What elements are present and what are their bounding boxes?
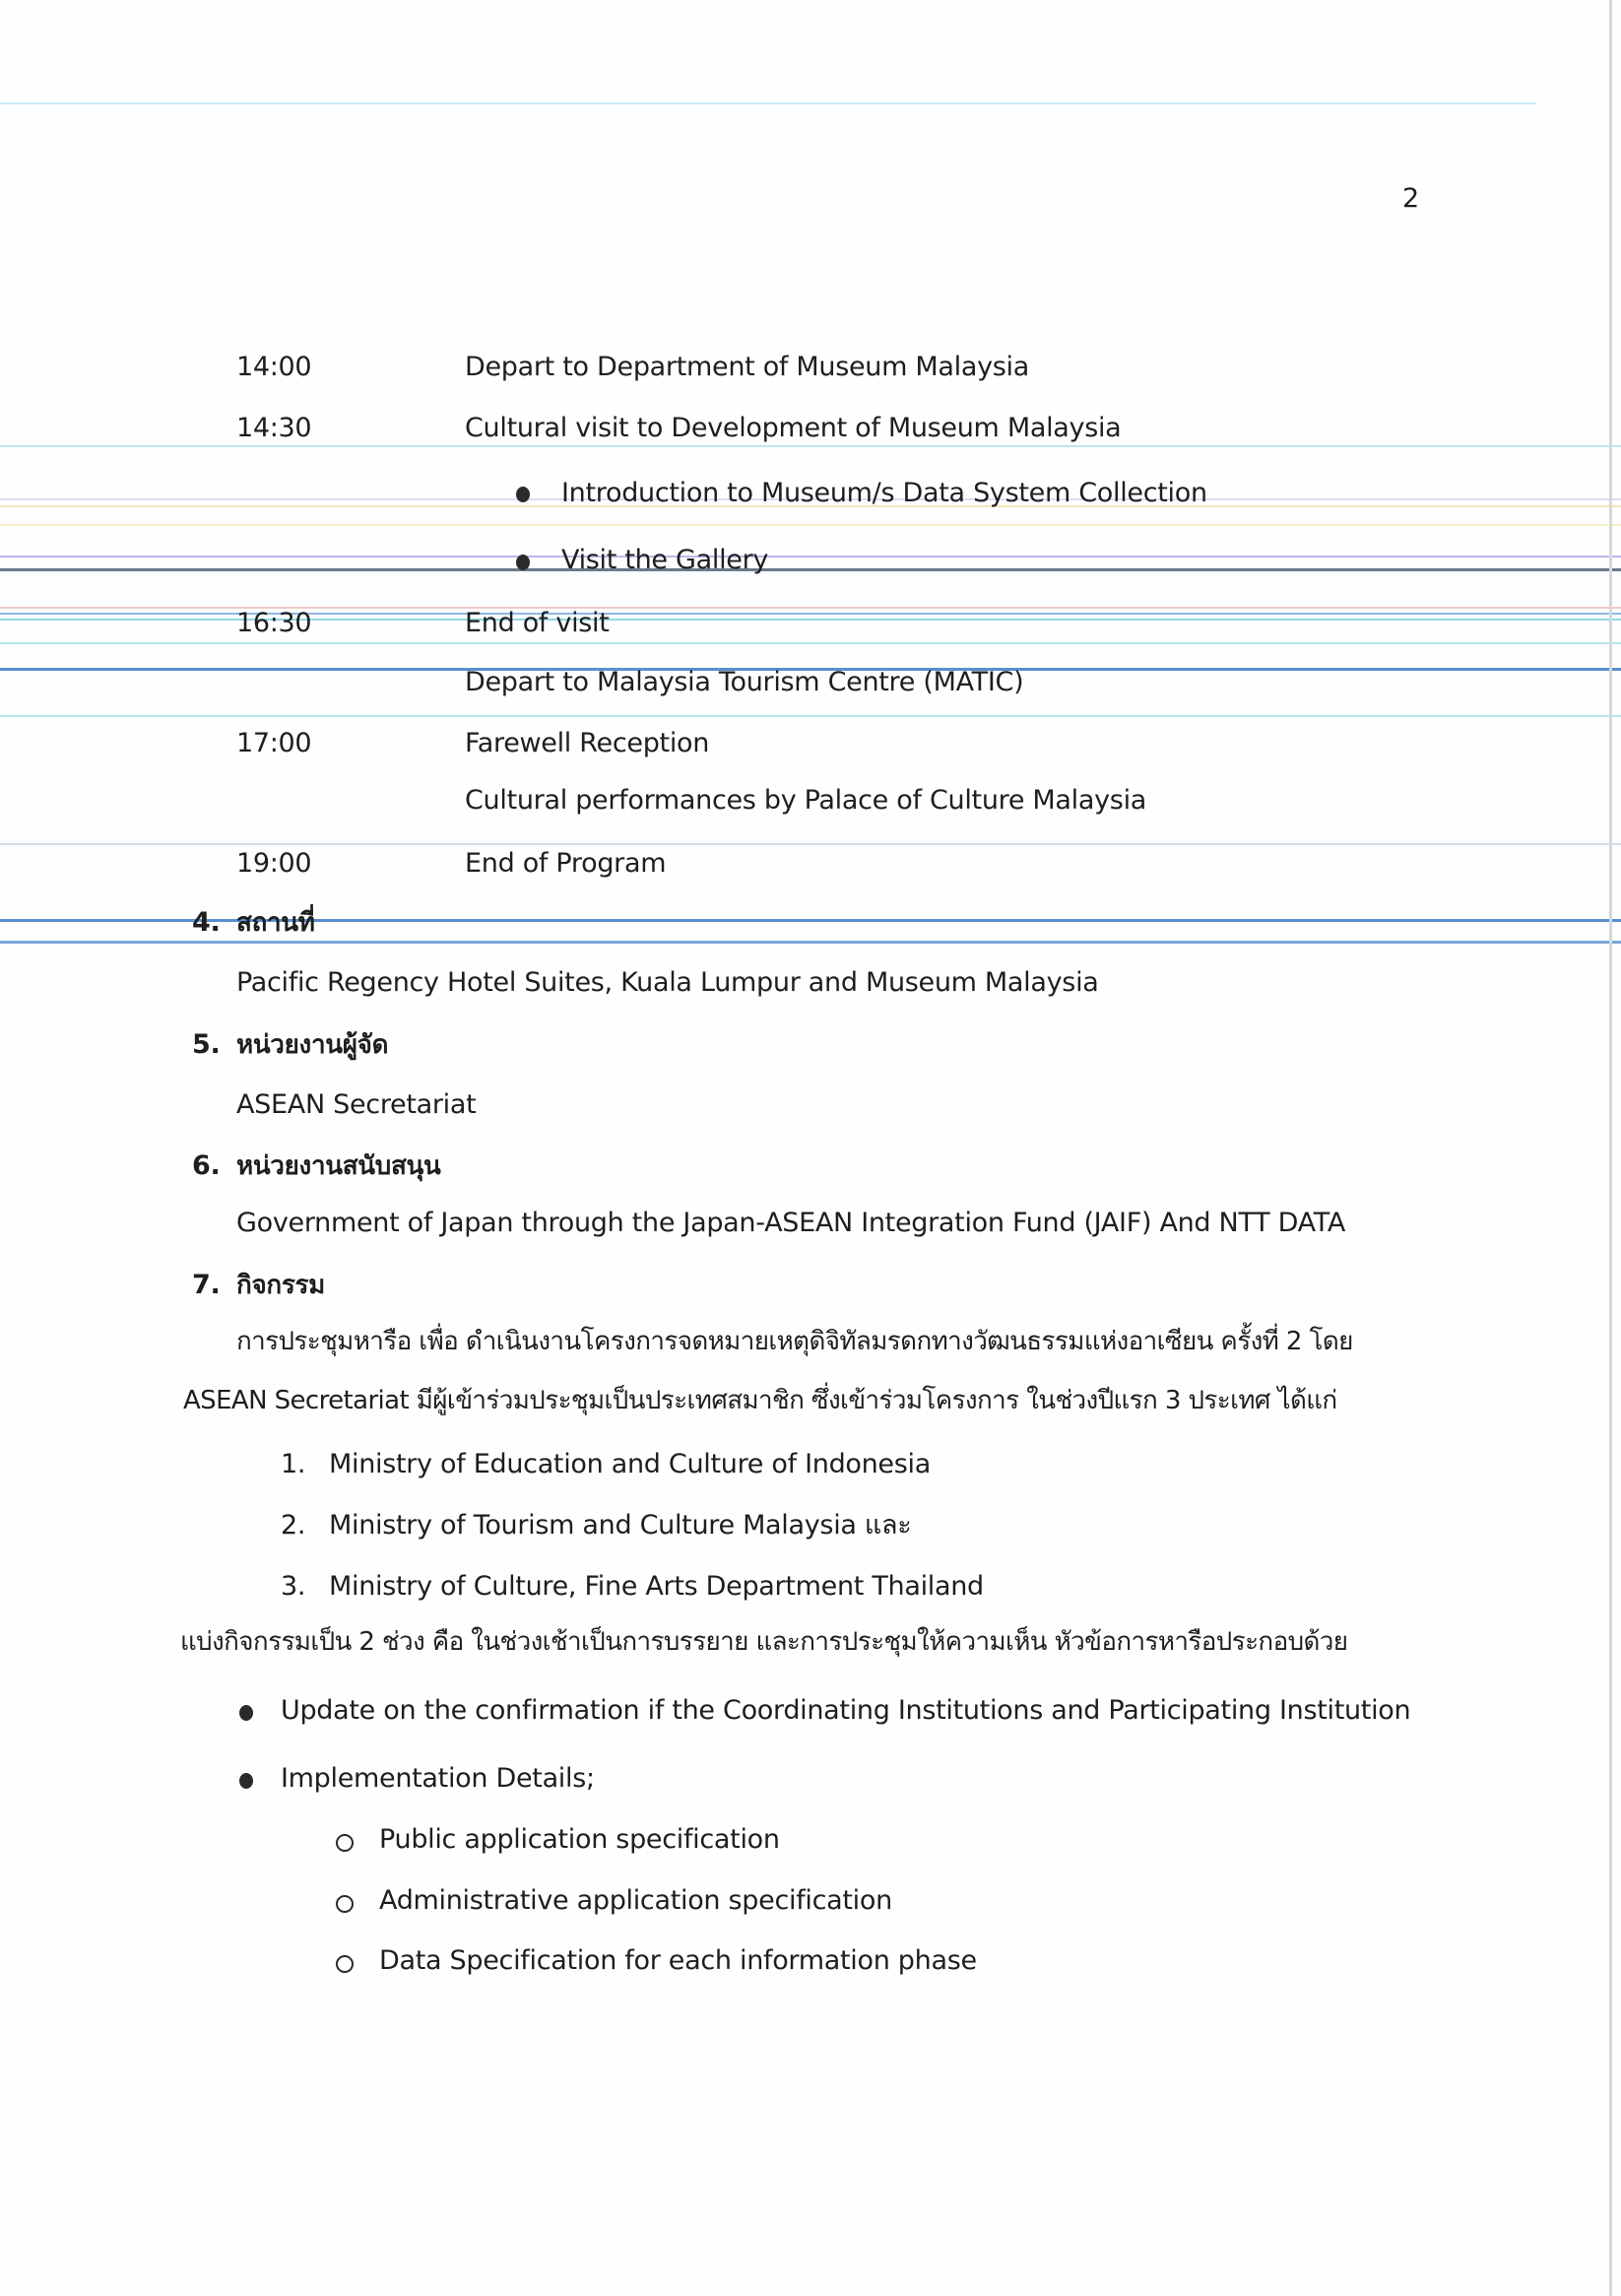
bullet-icon [516, 487, 530, 502]
activity-paragraph: ASEAN Secretariat มีผู้เข้าร่วมประชุมเป็นประเทศสมาชิก ซึ่งเข้าร่วมโครงการ ในช่วงปีแรก 3 ประเทศ ได้แก่ [183, 1386, 1337, 1415]
scan-line [0, 102, 1536, 104]
scan-line [0, 941, 1621, 944]
participant-number: 3. [281, 1571, 306, 1602]
schedule-time: 16:30 [236, 608, 312, 638]
participant-number: 2. [281, 1510, 306, 1541]
schedule-description: Depart to Malaysia Tourism Centre (MATIC) [465, 667, 1024, 697]
scan-line [0, 843, 1621, 845]
schedule-time: 17:00 [236, 728, 312, 758]
section-heading: สถานที่ [236, 908, 315, 938]
implementation-item: Public application specification [379, 1824, 780, 1855]
scan-line [0, 556, 1621, 558]
participant-item: Ministry of Culture, Fine Arts Department Thailand [329, 1571, 984, 1602]
participant-item: Ministry of Education and Culture of Indonesia [329, 1449, 931, 1479]
visit-bullet: Visit the Gallery [561, 545, 769, 575]
schedule-description: End of visit [465, 608, 610, 638]
activity-paragraph: การประชุมหารือ เพื่อ ดำเนินงานโครงการจดหมายเหตุดิจิทัลมรดกทางวัฒนธรรมแห่งอาเซียน ครั้งที่ 2 โดย [236, 1327, 1353, 1356]
page-number: 2 [1402, 183, 1420, 214]
schedule-description: Cultural performances by Palace of Culture Malaysia [465, 785, 1147, 816]
participant-item: Ministry of Tourism and Culture Malaysia และ [329, 1510, 912, 1541]
activity-summary: แบ่งกิจกรรมเป็น 2 ช่วง คือ ในช่วงเช้าเป็นการบรรยาย และการประชุมให้ความเห็น หัวข้อการหารือประกอบด้วย [180, 1627, 1348, 1657]
bullet-icon [239, 1773, 253, 1789]
schedule-description: Depart to Department of Museum Malaysia [465, 352, 1029, 382]
section-number: 4. [192, 907, 221, 938]
bullet-icon [516, 555, 530, 570]
scan-line [0, 524, 1621, 526]
section-heading: หน่วยงานสนับสนุน [236, 1151, 441, 1181]
section-number: 5. [192, 1029, 221, 1060]
circle-bullet-icon [336, 1895, 354, 1913]
participant-number: 1. [281, 1449, 306, 1479]
schedule-time: 14:30 [236, 413, 312, 443]
section-content: Pacific Regency Hotel Suites, Kuala Lumpur and Museum Malaysia [236, 967, 1099, 998]
schedule-time: 14:00 [236, 352, 312, 382]
implementation-item: Data Specification for each information phase [379, 1945, 977, 1976]
schedule-description: Cultural visit to Development of Museum Malaysia [465, 413, 1122, 443]
topic-item: Implementation Details; [281, 1763, 595, 1794]
page-edge-shadow [1609, 0, 1612, 2296]
circle-bullet-icon [336, 1955, 354, 1973]
section-number: 7. [192, 1270, 221, 1300]
section-content: Government of Japan through the Japan-ASEAN Integration Fund (JAIF) And NTT DATA [236, 1208, 1346, 1238]
topic-item: Update on the confirmation if the Coordinating Institutions and Participating Institution [281, 1695, 1411, 1726]
implementation-item: Administrative application specification [379, 1885, 892, 1916]
section-heading: กิจกรรม [236, 1271, 325, 1300]
schedule-description: Farewell Reception [465, 728, 710, 758]
circle-bullet-icon [336, 1834, 354, 1852]
scan-line [0, 445, 1621, 447]
schedule-description: End of Program [465, 848, 667, 879]
section-heading: หน่วยงานผู้จัด [236, 1030, 389, 1060]
scan-line [0, 568, 1621, 571]
scan-line [0, 642, 1621, 644]
schedule-time: 19:00 [236, 848, 312, 879]
section-content: ASEAN Secretariat [236, 1089, 477, 1120]
bullet-icon [239, 1705, 253, 1721]
scan-line [0, 715, 1621, 717]
visit-bullet: Introduction to Museum/s Data System Collection [561, 478, 1207, 508]
section-number: 6. [192, 1150, 221, 1181]
